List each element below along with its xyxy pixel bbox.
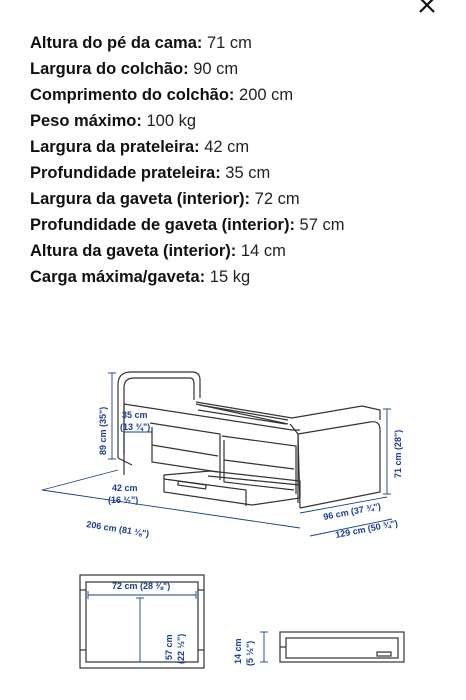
shelf-width-inches: (16 ½") — [108, 495, 139, 505]
height-head-label: 89 cm (35") — [98, 406, 108, 455]
spec-label: Altura da gaveta (interior): — [30, 242, 237, 260]
spec-row — [30, 82, 450, 108]
drawer-side-view — [233, 632, 404, 666]
spec-label: Carga máxima/gaveta: — [30, 268, 206, 286]
spec-row — [30, 238, 450, 264]
spec-row — [30, 160, 450, 186]
spec-value: 200 cm — [239, 86, 294, 104]
spec-label: Peso máximo: — [30, 112, 142, 130]
drawer-depth-label: 57 cm — [164, 634, 174, 660]
bed-illustration — [118, 372, 380, 508]
spec-value: 100 kg — [146, 112, 197, 130]
spec-label: Altura do pé da cama: — [30, 34, 203, 52]
spec-row — [30, 264, 450, 290]
height-foot-label: 71 cm (28") — [393, 429, 403, 478]
width-inner-label: 96 cm (37 ¾") — [322, 501, 382, 522]
length-label: 206 cm (81 ⅛") — [85, 519, 150, 539]
shelf-depth-inches: (13 ¾") — [120, 422, 151, 432]
spec-value: 57 cm — [299, 216, 345, 234]
dimension-diagram — [0, 340, 466, 700]
close-icon — [416, 0, 438, 16]
drawer-width-label: 72 cm (28 ⅜") — [112, 581, 171, 591]
spec-value: 90 cm — [193, 60, 239, 78]
drawer-height-label: 14 cm — [233, 638, 243, 664]
drawer-plan-view — [80, 575, 204, 668]
spec-row — [30, 108, 450, 134]
spec-row — [30, 134, 450, 160]
spec-list — [30, 30, 450, 290]
spec-label: Largura da gaveta (interior): — [30, 190, 251, 208]
spec-row — [30, 212, 450, 238]
drawer-height-inches: (5 ½") — [245, 640, 255, 666]
spec-row — [30, 30, 450, 56]
spec-value: 42 cm — [204, 138, 250, 156]
shelf-width-label: 42 cm — [112, 483, 138, 493]
spec-label: Largura da prateleira: — [30, 138, 200, 156]
close-button[interactable] — [416, 0, 438, 16]
spec-row — [30, 56, 450, 82]
spec-value: 14 cm — [240, 242, 286, 260]
spec-value: 35 cm — [225, 164, 271, 182]
spec-row — [30, 186, 450, 212]
spec-label: Profundidade prateleira: — [30, 164, 221, 182]
spec-value: 15 kg — [209, 268, 251, 286]
spec-value: 72 cm — [254, 190, 300, 208]
spec-value: 71 cm — [206, 34, 252, 52]
spec-label: Largura do colchão: — [30, 60, 189, 78]
spec-label: Profundidade de gaveta (interior): — [30, 216, 295, 234]
spec-label: Comprimento do colchão: — [30, 86, 235, 104]
drawer-depth-inches: (22 ½") — [176, 633, 186, 664]
shelf-depth-label: 35 cm — [122, 410, 148, 420]
width-outer-label: 129 cm (50 ¾") — [334, 518, 399, 540]
